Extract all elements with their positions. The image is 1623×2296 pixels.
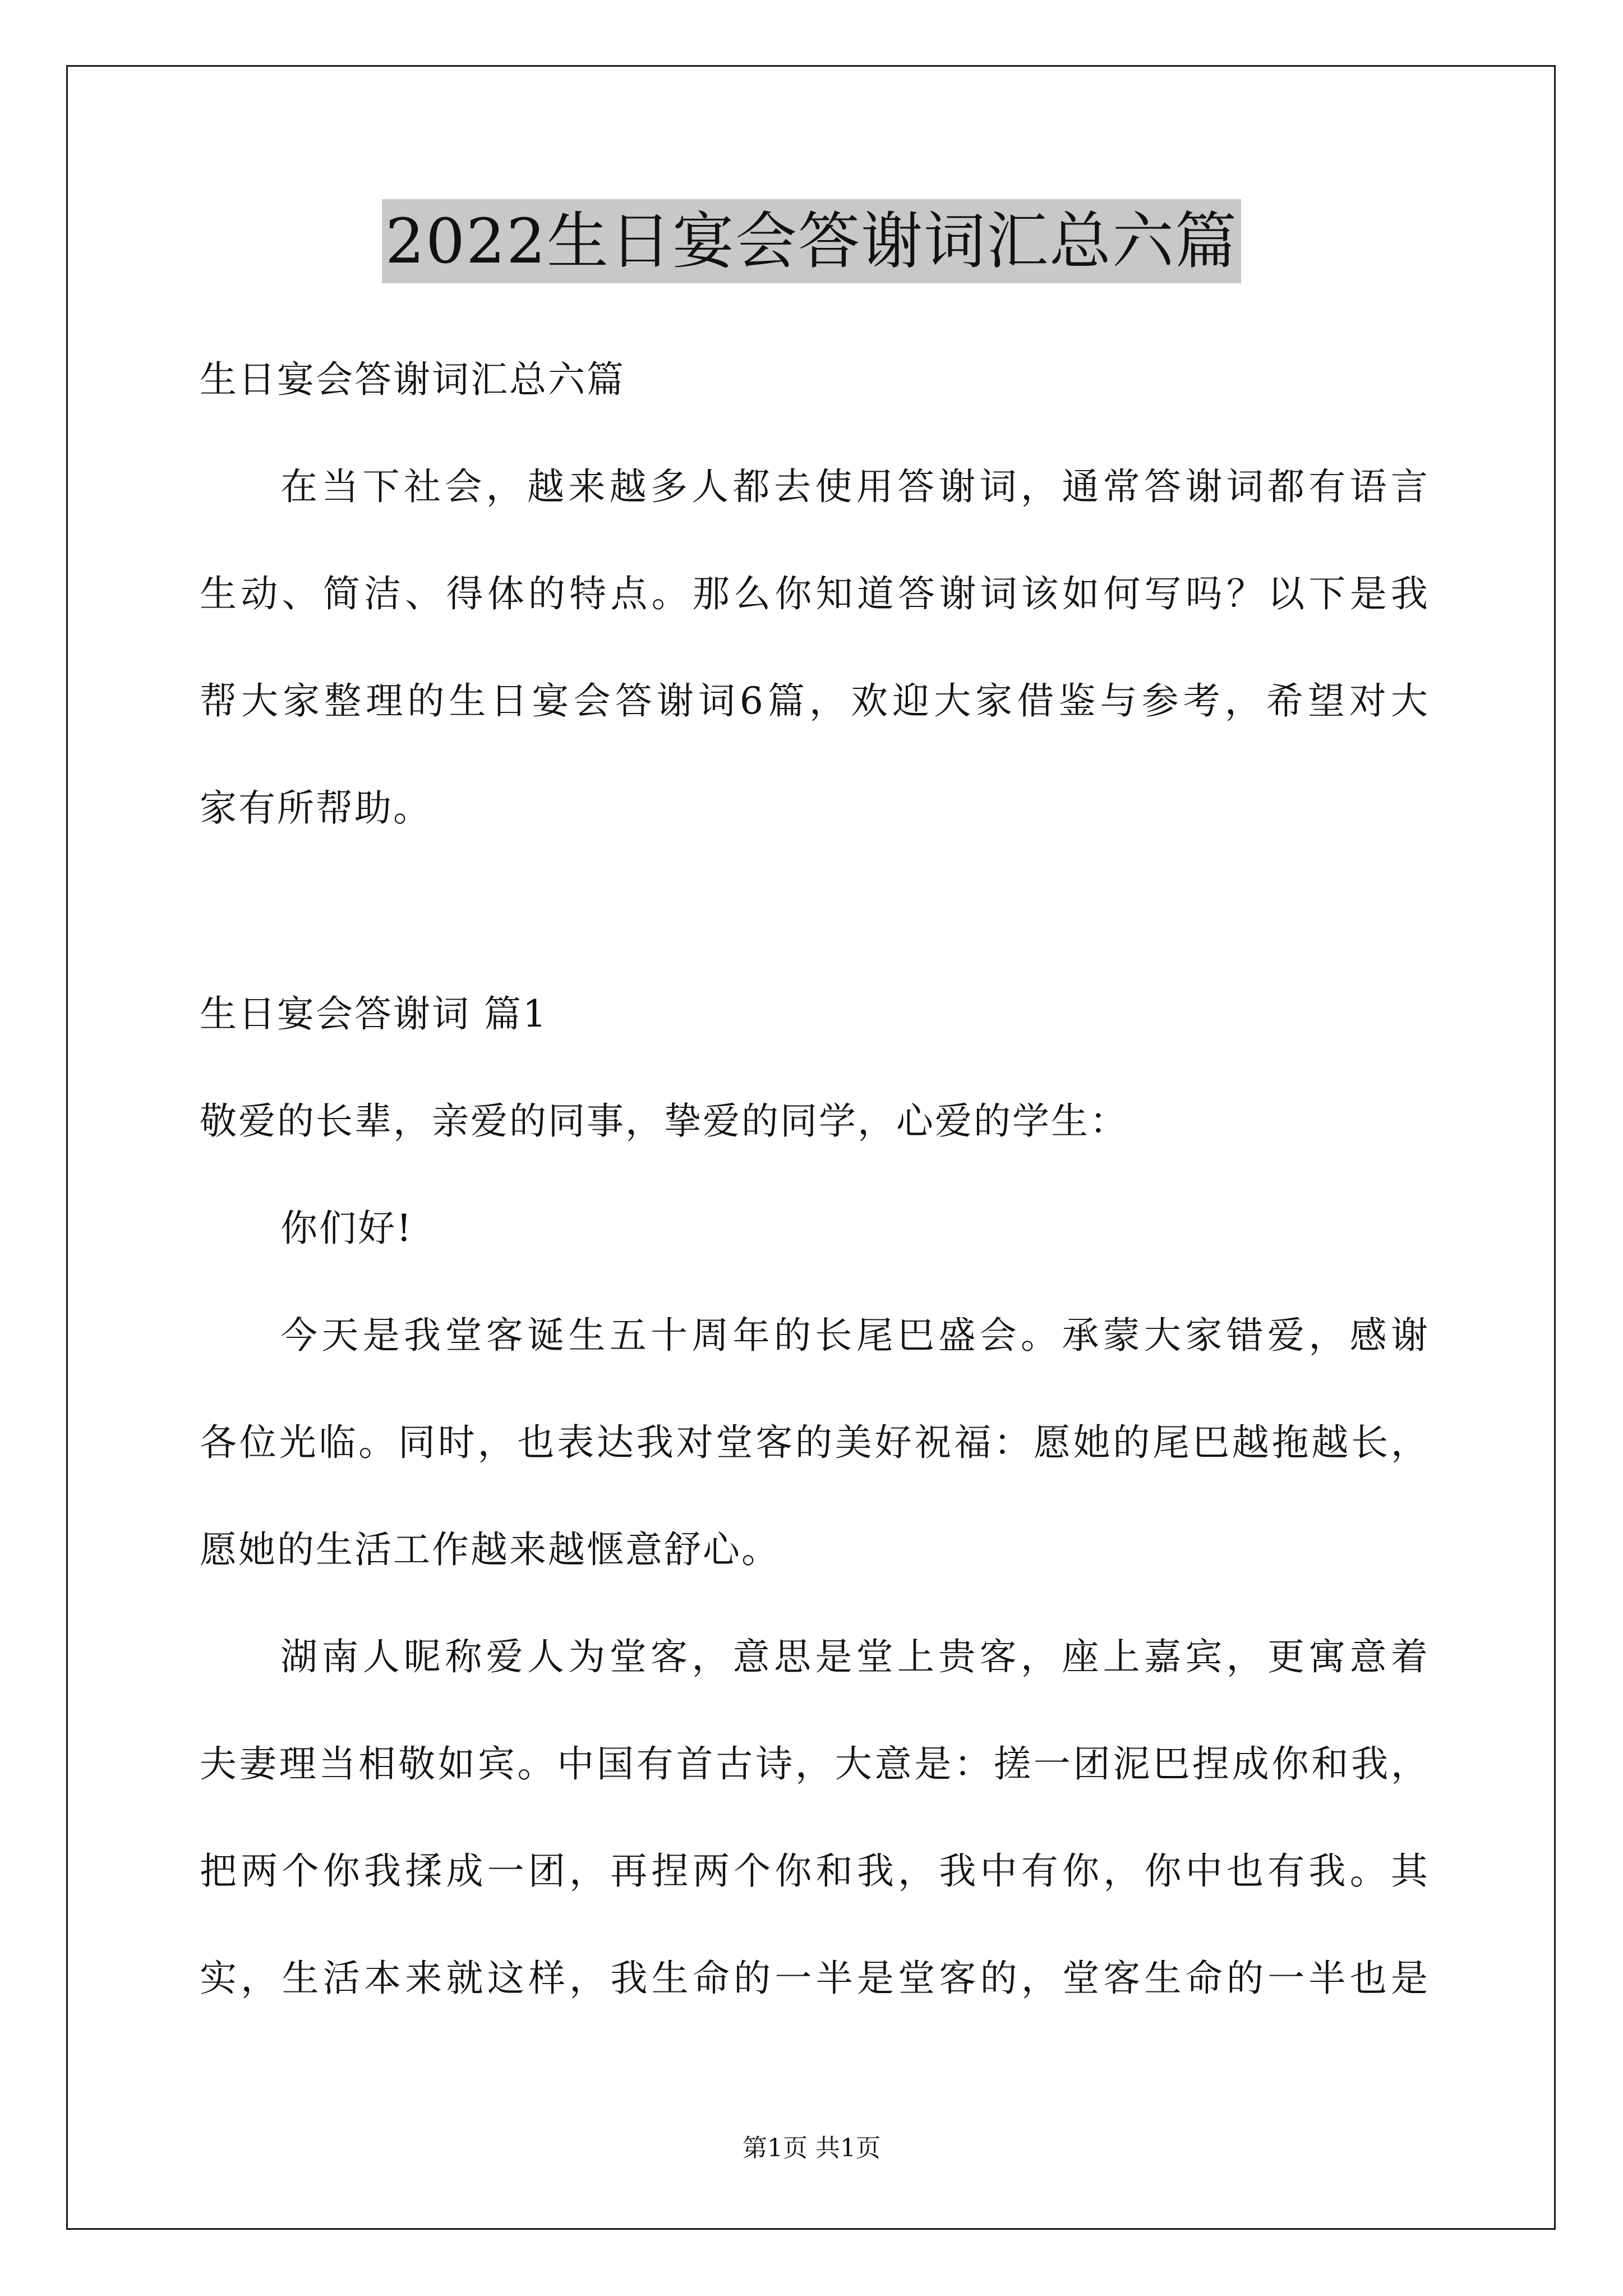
paragraph2-line-4: 实，生活本来就这样，我生命的一半是堂客的，堂客生命的一半也是 bbox=[200, 1957, 1428, 2000]
intro-line-4: 家有所帮助。 bbox=[200, 786, 432, 830]
salutation: 敬爱的长辈，亲爱的同事，挚爱的同学，心爱的学生： bbox=[200, 1099, 1128, 1143]
intro-line-2: 生动、简洁、得体的特点。那么你知道答谢词该如何写吗？以下是我 bbox=[200, 572, 1428, 615]
paragraph2-line-3: 把两个你我揉成一团，再捏两个你和我，我中有你，你中也有我。其 bbox=[200, 1849, 1428, 1893]
paragraph1-line-2: 各位光临。同时，也表达我对堂客的美好祝福：愿她的尾巴越拖越长， bbox=[200, 1421, 1428, 1464]
paragraph1-line-1: 今天是我堂客诞生五十周年的长尾巴盛会。承蒙大家错爱，感谢 bbox=[280, 1314, 1428, 1357]
intro-line-3: 帮大家整理的生日宴会答谢词6篇，欢迎大家借鉴与参考，希望对大 bbox=[200, 679, 1428, 723]
section-heading: 生日宴会答谢词 篇1 bbox=[200, 992, 548, 1036]
paragraph2-line-2: 夫妻理当相敬如宾。中国有首古诗，大意是：搓一团泥巴捏成你和我， bbox=[200, 1742, 1428, 1786]
title-container bbox=[0, 199, 1623, 283]
document-title: 2022生日宴会答谢词汇总六篇 bbox=[382, 199, 1241, 283]
paragraph1-line-3: 愿她的生活工作越来越惬意舒心。 bbox=[200, 1528, 780, 1571]
page-footer: 第1页 共1页 bbox=[743, 2134, 880, 2162]
greeting: 你们好! bbox=[280, 1207, 413, 1250]
paragraph2-line-1: 湖南人昵称爱人为堂客，意思是堂上贵客，座上嘉宾，更寓意着 bbox=[280, 1635, 1428, 1678]
document-subtitle: 生日宴会答谢词汇总六篇 bbox=[200, 358, 625, 401]
intro-line-1: 在当下社会，越来越多人都去使用答谢词，通常答谢词都有语言 bbox=[280, 465, 1428, 508]
